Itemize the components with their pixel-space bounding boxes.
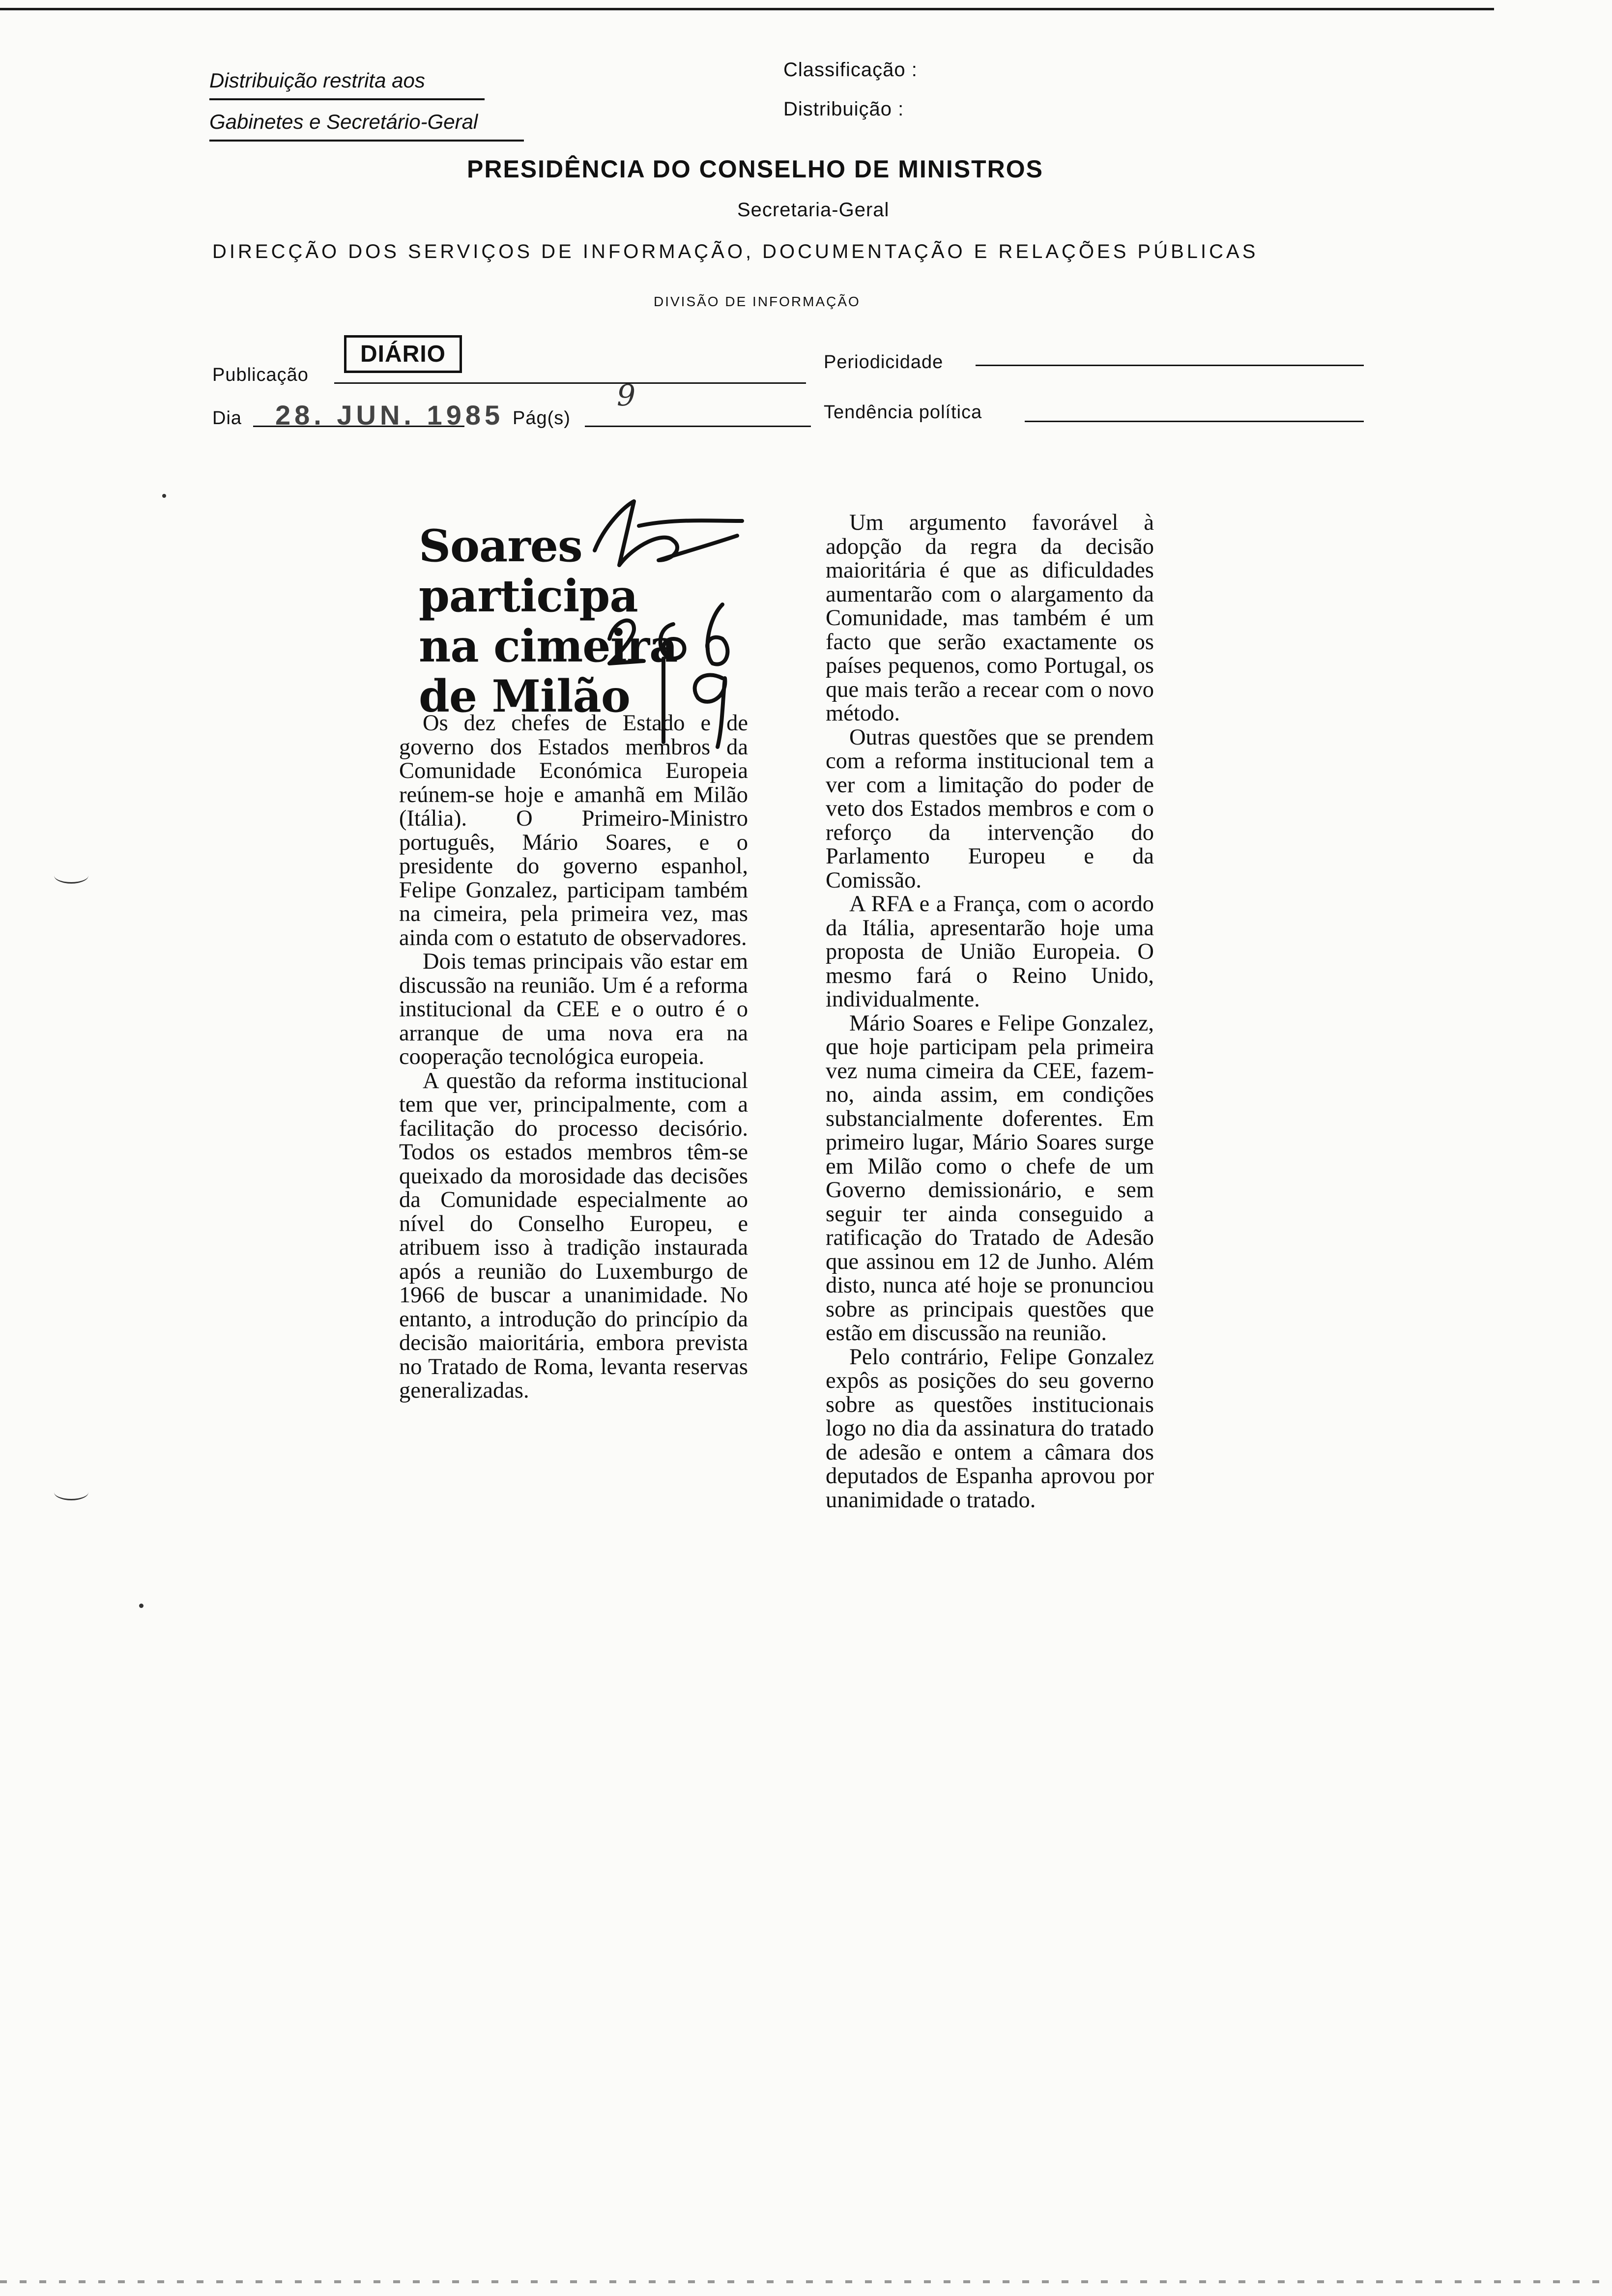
restriction-rule bbox=[209, 140, 524, 142]
day-label: Dia bbox=[212, 408, 242, 429]
publication-label: Publicação bbox=[212, 365, 309, 385]
periodicity-rule bbox=[976, 365, 1364, 366]
article-paragraph: Outras questões que se prendem com a reforma institucional tem a ver com a limitação do poder de veto dos Estados membros e com o reforço da intervenção do Parlamento Europeu e da Comissão. bbox=[826, 724, 1154, 893]
tendency-rule bbox=[1025, 421, 1364, 422]
article-paragraph: Um argumento favorável à adopção da regra da decisão maioritária é que as dificuldades aumentarão com o alargamento da Comunidade, mas também é um facto que serão exactamente os países pequenos, como Portugal, os que mais terão a recear com o novo método. bbox=[826, 510, 1154, 726]
punch-hole-mark bbox=[54, 1484, 88, 1500]
tendency-label: Tendência política bbox=[824, 402, 982, 423]
pages-rule bbox=[585, 426, 811, 427]
scan-speck bbox=[162, 494, 166, 498]
pages-label: Pág(s) bbox=[513, 408, 571, 429]
restriction-line-1: Distribuição restrita aos bbox=[209, 69, 425, 92]
article-paragraph: Mário Soares e Felipe Gonzalez, que hoje participam pela primeira vez numa cimeira da CEE, fazem-no, ainda assim, em condições substancialmente doferentes. Em primeiro lugar, Mário Soares surge em Milão como o chefe de um Governo demissionário, e sem seguir ter ainda conseguido a ratificação do Tratado de Adesão que assinou em 12 de Junho. Além disto, nunca até hoje se pronunciou sobre as principais questões que estão em discussão na reunião. bbox=[826, 1010, 1154, 1346]
periodicity-label: Periodicidade bbox=[824, 352, 944, 373]
publication-stamp: DIÁRIO bbox=[344, 335, 462, 373]
scan-bottom-edge-noise bbox=[0, 2280, 1612, 2283]
scan-top-edge-line bbox=[0, 8, 1494, 10]
distribution-label: Distribuição : bbox=[783, 98, 904, 120]
division-line: DIVISÃO DE INFORMAÇÃO bbox=[654, 294, 861, 309]
restriction-rule bbox=[209, 98, 485, 100]
restriction-line-2: Gabinetes e Secretário-Geral bbox=[209, 110, 478, 133]
publication-rule bbox=[334, 382, 806, 384]
article-paragraph: Pelo contrário, Felipe Gonzalez expôs as posições do seu governo sobre as questões institucionais logo no dia da assinatura do tratado de adesão e ontem a câmara dos deputados de Espanha aprovou por unanimidade o tratado. bbox=[826, 1344, 1154, 1513]
article-left-column bbox=[399, 712, 748, 1403]
pages-handwritten: 9 bbox=[617, 378, 636, 413]
punch-hole-mark bbox=[54, 867, 88, 884]
article-paragraph: Os dez chefes de Estado e de governo dos Estados membros da Comunidade Económica Europeia reúnem-se hoje e amanhã em Milão (Itália). O Primeiro-Ministro português, Mário Soares, e o presidente do governo espanhol, Felipe Gonzalez, participam também na cimeira, pela primeira vez, mas ainda com o estatuto de observadores. bbox=[399, 711, 748, 950]
article-paragraph: A questão da reforma institucional tem que ver, principalmente, com a facilitação do processo decisório. Todos os estados membros têm-se queixado da morosidade das decisões da Comunidade especialmente ao nível do Conselho Europeu, e atribuem isso à tradição instaurada após a reunião do Luxemburgo de 1966 de buscar a unanimidade. No entanto, a introdução do princípio da decisão maioritária, embora prevista no Tratado de Roma, levanta reservas generalizadas. bbox=[399, 1068, 748, 1403]
date-stamp: 28. JUN. 1985 bbox=[275, 400, 504, 430]
secretariat-subtitle: Secretaria-Geral bbox=[737, 199, 890, 221]
scan-speck bbox=[139, 1604, 144, 1608]
article-right-column bbox=[826, 511, 1154, 1512]
article-paragraph: A RFA e a França, com o acordo da Itália, apresentarão hoje uma proposta de União Europeia. O mesmo fará o Reino Unido, individualmente. bbox=[826, 891, 1154, 1012]
article-headline: Soares participa na cimeira de Milão bbox=[419, 520, 678, 722]
department-line: DIRECÇÃO DOS SERVIÇOS DE INFORMAÇÃO, DOCUMENTAÇÃO E RELAÇÕES PÚBLICAS bbox=[212, 241, 1259, 262]
classification-label: Classificação : bbox=[783, 59, 918, 81]
article-paragraph: Dois temas principais vão estar em discussão na reunião. Um é a reforma institucional da CEE e o outro é o arranque de uma nova era na cooperação tecnológica europeia. bbox=[399, 949, 748, 1069]
institution-title: PRESIDÊNCIA DO CONSELHO DE MINISTROS bbox=[467, 155, 1044, 183]
